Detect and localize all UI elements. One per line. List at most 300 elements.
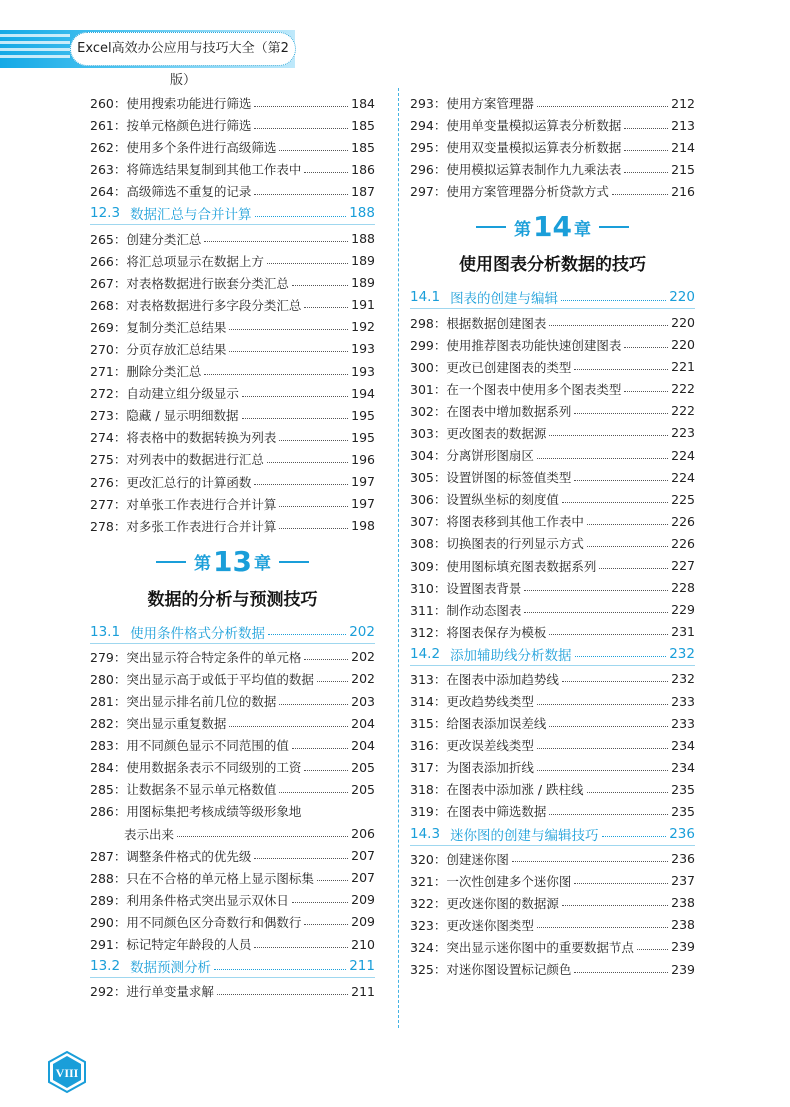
entry-label — [90, 160, 301, 178]
toc-entry[interactable] — [90, 646, 375, 668]
entry-number: 289： — [90, 892, 127, 908]
entry-number: 285： — [90, 782, 127, 798]
entry-title: 创建迷你图 — [446, 851, 509, 867]
toc-entry[interactable] — [90, 382, 375, 404]
toc-entry[interactable] — [410, 892, 695, 914]
toc-entry[interactable] — [90, 756, 375, 778]
section-heading[interactable] — [410, 823, 695, 846]
entry-title: 设置饼图的标签值类型 — [446, 470, 572, 486]
entry-title: 表示出来 — [124, 826, 175, 842]
entry-title: 对单张工作表进行合并计算 — [126, 496, 277, 512]
book-title: Excel高效办公应用与技巧大全（第2版） — [70, 32, 296, 66]
toc-entry[interactable] — [90, 471, 375, 493]
entry-number: 279： — [90, 649, 127, 665]
toc-entry[interactable] — [410, 870, 695, 892]
entry-label — [90, 138, 276, 156]
entry-number: 295： — [410, 140, 447, 156]
entry-number: 260： — [90, 96, 127, 112]
entry-number: 292： — [90, 984, 127, 1000]
entry-number: 287： — [90, 848, 127, 864]
dot-leader — [549, 634, 668, 635]
entry-label — [90, 182, 251, 200]
entry-title: 使用推荐图表功能快速创建图表 — [446, 337, 622, 353]
entry-title: 更改迷你图的数据源 — [446, 895, 559, 911]
dot-leader — [574, 883, 668, 884]
entry-label — [90, 847, 251, 865]
chapter-word-after: 章 — [253, 554, 271, 575]
entry-label — [410, 714, 546, 732]
entry-number: 305： — [410, 470, 447, 486]
entry-number: 261： — [90, 118, 127, 134]
entry-page: 228 — [671, 580, 695, 596]
entry-number: 275： — [90, 452, 127, 468]
entry-page: 231 — [671, 624, 695, 640]
toc-entry[interactable] — [90, 158, 375, 180]
entry-title: 更改图表的数据源 — [446, 425, 547, 441]
entry-title: 使用多个条件进行高级筛选 — [126, 140, 277, 156]
entry-number: 304： — [410, 448, 447, 464]
entry-title: 对多张工作表进行合并计算 — [126, 518, 277, 534]
entry-title: 一次性创建多个迷你图 — [446, 873, 572, 889]
entry-label — [90, 935, 251, 953]
entry-page: 234 — [671, 759, 695, 775]
toc-entry[interactable] — [410, 958, 695, 980]
entry-label — [90, 736, 289, 754]
entry-number: 265： — [90, 231, 127, 247]
entry-page: 211 — [351, 983, 375, 999]
dot-leader — [217, 994, 348, 995]
entry-page: 221 — [671, 359, 695, 375]
entry-number: 263： — [90, 162, 127, 178]
entry-label — [410, 601, 521, 619]
chapter-word-before: 第 — [194, 554, 212, 575]
toc-entry[interactable] — [410, 668, 695, 690]
entry-number: 325： — [410, 962, 447, 978]
dot-leader — [204, 374, 348, 375]
dot-leader — [292, 902, 348, 903]
entry-title: 更改迷你图类型 — [446, 917, 534, 933]
toc-entry[interactable] — [410, 180, 695, 202]
entry-number: 288： — [90, 870, 127, 886]
toc-entry[interactable] — [410, 555, 695, 577]
section-heading[interactable] — [90, 955, 375, 978]
toc-entry[interactable] — [90, 911, 375, 933]
page-number-badge — [45, 1050, 89, 1094]
dot-leader — [229, 351, 348, 352]
toc-entry[interactable] — [90, 426, 375, 448]
entry-title: 对表格数据进行嵌套分类汇总 — [126, 275, 289, 291]
entry-page: 209 — [351, 892, 375, 908]
entry-title: 只在不合格的单元格上显示图标集 — [126, 870, 314, 886]
entry-page: 198 — [351, 518, 375, 534]
toc-entry[interactable] — [410, 136, 695, 158]
toc-entry[interactable] — [410, 92, 695, 114]
dot-leader — [537, 927, 668, 928]
section-number: 14.3 — [410, 825, 441, 842]
dot-leader — [254, 128, 348, 129]
entry-title: 突出显示高于或低于平均值的数据 — [126, 671, 314, 687]
entry-title: 进行单变量求解 — [126, 984, 214, 1000]
toc-entry[interactable] — [410, 532, 695, 554]
toc-entry[interactable] — [90, 136, 375, 158]
toc-entry[interactable] — [410, 114, 695, 136]
entry-number: 272： — [90, 386, 127, 402]
dot-leader — [304, 924, 348, 925]
toc-entry[interactable] — [410, 158, 695, 180]
toc-entry[interactable] — [90, 933, 375, 955]
entry-label — [90, 450, 264, 468]
entry-page: 193 — [351, 341, 375, 357]
toc-entry[interactable] — [90, 734, 375, 756]
toc-entry[interactable] — [90, 272, 375, 294]
dot-leader — [317, 880, 348, 881]
section-title: 添加辅助线分析数据 — [450, 647, 572, 664]
dot-leader — [549, 814, 668, 815]
entry-label — [410, 468, 571, 486]
entry-label — [410, 182, 609, 200]
entry-page: 192 — [351, 319, 375, 335]
entry-page: 197 — [351, 496, 375, 512]
entry-page: 223 — [671, 425, 695, 441]
entry-number: 267： — [90, 275, 127, 291]
entry-label — [410, 692, 534, 710]
toc-entry[interactable] — [410, 690, 695, 712]
entry-title: 设置纵坐标的刻度值 — [446, 492, 559, 508]
entry-page: 238 — [671, 917, 695, 933]
entry-label — [410, 358, 571, 376]
toc-entry[interactable] — [90, 712, 375, 734]
entry-page: 195 — [351, 429, 375, 445]
toc-entry[interactable] — [90, 338, 375, 360]
entry-number: 317： — [410, 760, 447, 776]
toc-entry[interactable] — [410, 734, 695, 756]
entry-label — [90, 230, 201, 248]
toc-entry[interactable] — [90, 448, 375, 470]
entry-number: 277： — [90, 496, 127, 512]
entry-title: 在图表中筛选数据 — [446, 804, 547, 820]
dot-leader — [242, 396, 348, 397]
toc-entry[interactable] — [410, 914, 695, 936]
toc-entry[interactable] — [90, 668, 375, 690]
entry-number: 282： — [90, 716, 127, 732]
entry-page: 185 — [351, 117, 375, 133]
entry-title: 对表格数据进行多字段分类汇总 — [126, 297, 302, 313]
entry-title: 将表格中的数据转换为列表 — [126, 430, 277, 446]
toc-entry[interactable] — [410, 599, 695, 621]
toc-entry[interactable] — [90, 114, 375, 136]
toc-entry[interactable] — [410, 356, 695, 378]
entry-label — [410, 336, 621, 354]
entry-number: 268： — [90, 297, 127, 313]
toc-entry[interactable] — [90, 980, 375, 1002]
chapter-word-after: 章 — [573, 219, 591, 240]
entry-page: 189 — [351, 275, 375, 291]
entry-title: 用不同颜色显示不同范围的值 — [126, 738, 289, 754]
section-page: 202 — [349, 623, 375, 640]
section-title: 使用条件格式分析数据 — [130, 625, 266, 642]
section-title: 数据汇总与合并计算 — [130, 207, 252, 224]
dot-leader — [624, 150, 668, 151]
entry-number: 269： — [90, 319, 127, 335]
entry-label — [410, 916, 534, 934]
entry-label — [90, 362, 201, 380]
entry-page: 194 — [351, 385, 375, 401]
entry-number: 273： — [90, 408, 127, 424]
entry-page: 204 — [351, 737, 375, 753]
entry-number: 310： — [410, 580, 447, 596]
entry-title: 设置图表背景 — [446, 580, 522, 596]
entry-label — [410, 138, 621, 156]
entry-label — [90, 384, 239, 402]
entry-label — [410, 850, 509, 868]
dot-leader — [537, 748, 668, 749]
toc-entry[interactable] — [90, 316, 375, 338]
entry-page: 236 — [671, 851, 695, 867]
entry-number: 286： — [90, 804, 127, 820]
toc-entry[interactable] — [90, 404, 375, 426]
section-title: 数据预测分析 — [130, 960, 212, 977]
entry-label — [410, 557, 596, 575]
dot-leader — [524, 590, 668, 591]
entry-page: 207 — [351, 870, 375, 886]
entry-page: 229 — [671, 602, 695, 618]
entry-title: 将图表移到其他工作表中 — [446, 514, 584, 530]
dot-leader — [587, 524, 668, 525]
entry-label — [90, 670, 314, 688]
entry-label — [90, 274, 289, 292]
dot-leader — [537, 704, 668, 705]
toc-entry[interactable] — [90, 294, 375, 316]
entry-number: 302： — [410, 403, 447, 419]
entry-page: 237 — [671, 873, 695, 889]
entry-title: 用不同颜色区分奇数行和偶数行 — [126, 914, 302, 930]
header-stripes — [0, 34, 70, 64]
toc-entry[interactable] — [410, 577, 695, 599]
entry-number: 324： — [410, 939, 447, 955]
section-heading[interactable] — [90, 202, 375, 225]
entry-number: 271： — [90, 364, 127, 380]
section-heading[interactable] — [90, 621, 375, 644]
entry-title: 删除分类汇总 — [126, 364, 202, 380]
entry-title: 按单元格颜色进行筛选 — [126, 118, 252, 134]
entry-title: 使用方案管理器 — [446, 96, 534, 112]
entry-title: 隐藏 / 显示明细数据 — [126, 408, 239, 424]
section-number: 14.2 — [410, 645, 441, 662]
dot-leader — [562, 905, 668, 906]
dot-leader — [229, 329, 348, 330]
entry-number: 309： — [410, 558, 447, 574]
toc-entry[interactable] — [90, 823, 375, 845]
entry-label — [90, 116, 251, 134]
entry-page: 233 — [671, 693, 695, 709]
entry-label — [410, 802, 546, 820]
entry-page: 185 — [351, 139, 375, 155]
entry-number: 284： — [90, 760, 127, 776]
entry-number: 266： — [90, 253, 127, 269]
entry-page: 196 — [351, 451, 375, 467]
dot-leader — [574, 413, 668, 414]
toc-entry[interactable] — [410, 422, 695, 444]
toc-entry[interactable] — [410, 334, 695, 356]
dot-leader — [562, 502, 668, 503]
chapter-number: 14 — [533, 210, 572, 244]
dot-leader — [255, 216, 347, 217]
entry-label — [90, 94, 251, 112]
entry-page: 184 — [351, 95, 375, 111]
entry-page: 188 — [351, 231, 375, 247]
entry-title: 使用搜索功能进行筛选 — [126, 96, 252, 112]
chapter-title: 使用图表分析数据的技巧 — [459, 255, 646, 276]
dot-leader — [317, 681, 348, 682]
entry-title: 复制分类汇总结果 — [126, 319, 227, 335]
entry-label — [410, 736, 534, 754]
chapter-title: 数据的分析与预测技巧 — [147, 589, 318, 610]
toc-entry[interactable] — [90, 92, 375, 114]
entry-number: 294： — [410, 118, 447, 134]
dot-leader — [214, 969, 346, 970]
entry-page: 235 — [671, 781, 695, 797]
entry-number: 320： — [410, 851, 447, 867]
entry-number: 311： — [410, 602, 447, 618]
entry-label — [410, 960, 571, 978]
toc-entry[interactable] — [90, 180, 375, 202]
toc-entry[interactable] — [410, 444, 695, 466]
entry-page: 220 — [671, 315, 695, 331]
entry-page: 227 — [671, 558, 695, 574]
entry-label — [410, 512, 584, 530]
dot-leader — [512, 861, 668, 862]
entry-page: 195 — [351, 407, 375, 423]
entry-number: 316： — [410, 738, 447, 754]
toc-entry[interactable] — [410, 466, 695, 488]
toc-entry[interactable] — [410, 400, 695, 422]
entry-page: 226 — [671, 513, 695, 529]
entry-page: 222 — [671, 381, 695, 397]
entry-label — [90, 869, 314, 887]
entry-label — [90, 780, 276, 798]
entry-page: 202 — [351, 649, 375, 665]
section-page: 220 — [669, 289, 695, 306]
entry-page: 186 — [351, 161, 375, 177]
entry-title: 更改误差线类型 — [446, 738, 534, 754]
toc-entry[interactable] — [90, 227, 375, 249]
entry-label — [410, 872, 571, 890]
toc-entry[interactable] — [410, 311, 695, 333]
dot-leader — [279, 506, 348, 507]
chapter-heading — [90, 537, 375, 621]
entry-title: 切换图表的行列显示方式 — [446, 536, 584, 552]
toc-entry[interactable] — [90, 360, 375, 382]
entry-title: 使用双变量模拟运算表分析数据 — [446, 140, 622, 156]
toc-entry[interactable] — [410, 756, 695, 778]
entry-label — [410, 780, 584, 798]
entry-number: 318： — [410, 782, 447, 798]
section-page: 211 — [349, 958, 375, 975]
toc-entry[interactable] — [410, 378, 695, 400]
entry-label — [410, 670, 559, 688]
chapter-label — [90, 544, 375, 578]
entry-page: 214 — [671, 139, 695, 155]
entry-page: 205 — [351, 759, 375, 775]
toc-entry[interactable] — [90, 690, 375, 712]
entry-title: 用图标集把考核成绩等级形象地 — [126, 804, 302, 820]
entry-title: 创建分类汇总 — [126, 231, 202, 247]
section-title: 图表的创建与编辑 — [450, 291, 559, 308]
section-heading[interactable] — [410, 643, 695, 666]
entry-page: 191 — [351, 297, 375, 313]
entry-number: 274： — [90, 430, 127, 446]
toc-entry[interactable] — [410, 848, 695, 870]
toc-entry[interactable] — [90, 889, 375, 911]
chapter-rule-right — [599, 226, 629, 228]
entry-number: 299： — [410, 337, 447, 353]
section-page: 188 — [349, 205, 375, 222]
entry-page: 193 — [351, 363, 375, 379]
entry-label — [410, 446, 534, 464]
dot-leader — [304, 172, 348, 173]
dot-leader — [229, 726, 348, 727]
toc-entry[interactable] — [410, 488, 695, 510]
toc-entry[interactable] — [90, 867, 375, 889]
entry-page: 197 — [351, 474, 375, 490]
dot-leader — [268, 634, 346, 635]
entry-label — [90, 692, 276, 710]
entry-title: 标记特定年龄段的人员 — [126, 937, 252, 953]
entry-label — [410, 579, 521, 597]
entry-number: 281： — [90, 694, 127, 710]
entry-title: 对列表中的数据进行汇总 — [126, 452, 264, 468]
entry-label — [90, 714, 226, 732]
entry-label — [90, 891, 289, 909]
entry-number: 297： — [410, 184, 447, 200]
toc-entry[interactable] — [410, 510, 695, 532]
entry-title: 更改已创建图表的类型 — [446, 359, 572, 375]
entry-label — [90, 473, 251, 491]
entry-label — [410, 424, 546, 442]
entry-page: 207 — [351, 848, 375, 864]
entry-title: 对迷你图设置标记颜色 — [446, 962, 572, 978]
toc-entry[interactable] — [90, 845, 375, 867]
toc-entry[interactable] — [410, 621, 695, 643]
toc-entry[interactable] — [410, 800, 695, 822]
dot-leader — [279, 150, 348, 151]
entry-title: 让数据条不显示单元格数值 — [126, 782, 277, 798]
entry-page: 235 — [671, 803, 695, 819]
chapter-number: 13 — [213, 544, 252, 578]
dot-leader — [637, 949, 668, 950]
toc-entry[interactable] — [90, 250, 375, 272]
entry-page: 203 — [351, 693, 375, 709]
toc-entry[interactable] — [90, 778, 375, 800]
entry-label — [90, 517, 276, 535]
entry-label — [410, 758, 534, 776]
dot-leader — [574, 972, 668, 973]
section-heading[interactable] — [410, 286, 695, 309]
section-number: 13.2 — [90, 958, 121, 975]
toc-entry[interactable] — [90, 493, 375, 515]
toc-entry[interactable] — [410, 712, 695, 734]
toc-entry[interactable] — [410, 778, 695, 800]
toc-entry[interactable] — [90, 800, 375, 822]
entry-number: 313： — [410, 671, 447, 687]
entry-label — [410, 894, 559, 912]
dot-leader — [304, 307, 348, 308]
toc-entry[interactable] — [90, 515, 375, 537]
toc-entry[interactable] — [410, 936, 695, 958]
chapter-rule-left — [156, 561, 186, 563]
dot-leader — [537, 106, 668, 107]
entry-page: 224 — [671, 469, 695, 485]
